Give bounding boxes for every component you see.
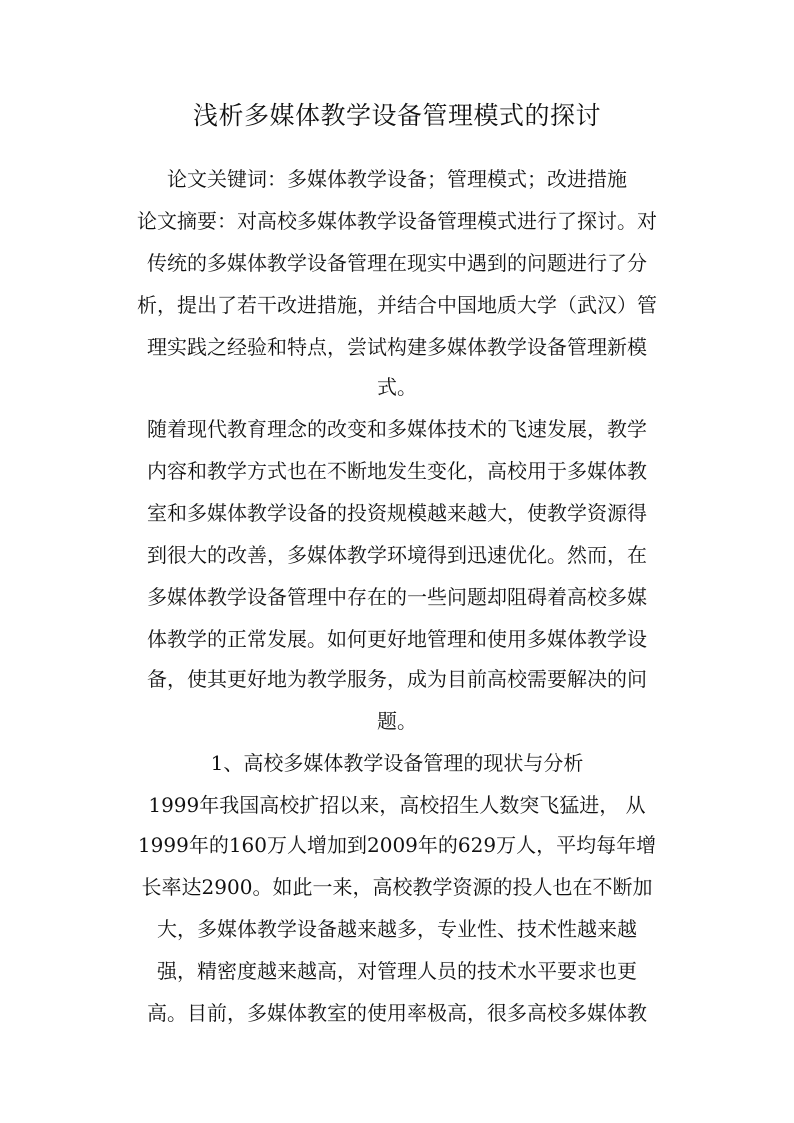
body-line: 内容和教学方式也在不断地发生变化，高校用于多媒体教 [147,459,647,483]
abstract-line: 论文摘要：对高校多媒体教学设备管理模式进行了探讨。对 [137,209,657,233]
body-line: 高。目前，多媒体教室的使用率极高，很多高校多媒体教 [147,1001,647,1025]
body-line: 到很大的改善，多媒体教学环境得到迅速优化。然而，在 [147,543,647,567]
body-line: 室和多媒体教学设备的投资规模越来越大，使教学资源得 [147,501,647,525]
abstract-line: 析，提出了若干改进措施，并结合中国地质大学（武汉）管 [137,293,657,317]
body-line: 长率达2900。如此一来，高校教学资源的投人也在不断加 [141,875,653,899]
abstract-line: 式。 [377,375,417,399]
body-line: 多媒体教学设备管理中存在的一些问题却阻碍着高校多媒 [147,585,647,609]
abstract-line: 传统的多媒体教学设备管理在现实中遇到的问题进行了分 [147,251,647,275]
body-line: 1999年的160万人增加到2009年的629万人，平均每年增 [137,833,657,857]
keywords-line: 论文关键词：多媒体教学设备；管理模式；改进措施 [167,167,627,191]
body-line: 随着现代教育理念的改变和多媒体技术的飞速发展，教学 [147,417,647,441]
body-line: 强，精密度越来越高，对管理人员的技术水平要求也更 [157,959,637,983]
section-heading: 1、高校多媒体教学设备管理的现状与分析 [210,751,584,775]
document-title: 浅析多媒体教学设备管理模式的探讨 [192,101,601,130]
body-line: 题。 [377,709,417,733]
abstract-line: 理实践之经验和特点，尝试构建多媒体教学设备管理新模 [147,335,647,359]
body-line: 大，多媒体教学设备越来越多，专业性、技术性越来越 [157,917,637,941]
body-line: 1999年我国高校扩招以来，高校招生人数突飞猛进， 从 [148,793,646,817]
body-line: 备，使其更好地为教学服务，成为目前高校需要解决的问 [147,667,647,691]
body-line: 体教学的正常发展。如何更好地管理和使用多媒体教学设 [147,627,647,651]
